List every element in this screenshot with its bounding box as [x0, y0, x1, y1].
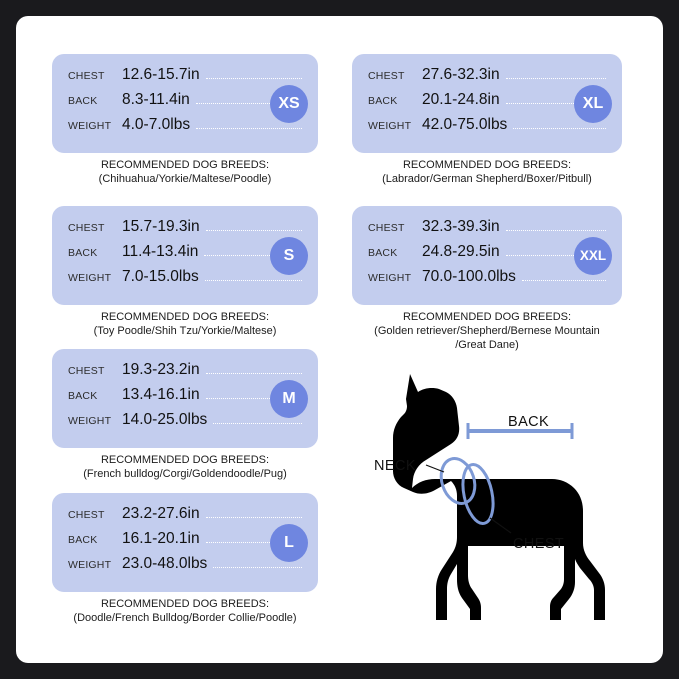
breeds-list: (Toy Poodle/Shih Tzu/Yorkie/Maltese): [93, 325, 277, 337]
dotted-leader: [506, 230, 606, 231]
measure-label-back: BACK: [68, 247, 98, 259]
dotted-leader: [206, 517, 302, 518]
dotted-leader: [206, 373, 302, 374]
measure-value-weight: 42.0-75.0lbs: [422, 116, 508, 133]
measure-value-chest: 12.6-15.7in: [122, 66, 200, 83]
breeds-block-s: [52, 310, 318, 338]
breeds-title: RECOMMENDED DOG BREEDS:: [402, 159, 572, 171]
measure-value-chest: 32.3-39.3in: [422, 218, 500, 235]
measure-value-chest: 19.3-23.2in: [122, 361, 200, 378]
size-panel-m: [52, 349, 318, 448]
size-badge-m: M: [270, 380, 308, 418]
breeds-title: RECOMMENDED DOG BREEDS:: [100, 598, 270, 610]
measure-row-weight: [68, 411, 304, 436]
measure-row-chest: [68, 66, 304, 91]
measure-value-chest: 15.7-19.3in: [122, 218, 200, 235]
dotted-leader: [205, 280, 302, 281]
measure-label-back: BACK: [368, 247, 398, 259]
measure-label-weight: WEIGHT: [68, 272, 112, 284]
measure-label-back: BACK: [68, 534, 98, 546]
size-entry-m: [52, 349, 318, 481]
measure-row-chest: [368, 218, 608, 243]
measure-value-weight: 4.0-7.0lbs: [122, 116, 191, 133]
dotted-leader: [196, 128, 302, 129]
dotted-leader: [213, 567, 302, 568]
size-badge-xs: XS: [270, 85, 308, 123]
breeds-title: RECOMMENDED DOG BREEDS:: [100, 311, 270, 323]
size-entry-xxl: [352, 206, 622, 352]
breeds-list-line2: /Great Dane): [455, 339, 519, 351]
chest-label: CHEST: [513, 536, 565, 552]
measure-row-weight: [368, 268, 608, 293]
size-entry-xl: [352, 54, 622, 186]
measure-row-chest: [68, 505, 304, 530]
measure-label-chest: CHEST: [68, 509, 105, 521]
breeds-list: (French bulldog/Corgi/Goldendoodle/Pug): [83, 468, 287, 480]
measure-label-chest: CHEST: [368, 70, 405, 82]
back-label: BACK: [508, 414, 550, 430]
size-chart-card: [16, 16, 663, 663]
measure-row-back: [68, 243, 304, 268]
measure-label-weight: WEIGHT: [368, 120, 412, 132]
measure-value-back: 16.1-20.1in: [122, 530, 200, 547]
measure-row-weight: [68, 555, 304, 580]
size-entry-s: [52, 206, 318, 338]
measure-label-weight: WEIGHT: [68, 559, 112, 571]
size-badge-l: L: [270, 524, 308, 562]
size-panel-xl: [352, 54, 622, 153]
measure-row-chest: [68, 218, 304, 243]
measure-value-back: 20.1-24.8in: [422, 91, 500, 108]
measure-label-weight: WEIGHT: [68, 415, 112, 427]
dotted-leader: [206, 78, 302, 79]
measure-row-chest: [68, 361, 304, 386]
size-badge-xxl: XXL: [574, 237, 612, 275]
measure-row-back: [68, 530, 304, 555]
size-panel-l: [52, 493, 318, 592]
measure-value-weight: 70.0-100.0lbs: [422, 268, 516, 285]
breeds-list: (Chihuahua/Yorkie/Maltese/Poodle): [98, 173, 272, 185]
breeds-block-xxl: [352, 310, 622, 352]
measure-value-weight: 14.0-25.0lbs: [122, 411, 208, 428]
measure-row-back: [368, 243, 608, 268]
dotted-leader: [506, 78, 606, 79]
measure-row-weight: [68, 116, 304, 141]
measure-value-chest: 27.6-32.3in: [422, 66, 500, 83]
breeds-block-xl: [352, 158, 622, 186]
breeds-list: (Labrador/German Shepherd/Boxer/Pitbull): [382, 173, 592, 185]
breeds-title: RECOMMENDED DOG BREEDS:: [100, 159, 270, 171]
breeds-list: (Doodle/French Bulldog/Border Collie/Poodle): [73, 612, 297, 624]
measure-row-back: [368, 91, 608, 116]
size-entry-xs: [52, 54, 318, 186]
breeds-block-m: [52, 453, 318, 481]
neck-label: NECK: [374, 458, 416, 474]
measure-row-chest: [368, 66, 608, 91]
measure-label-back: BACK: [368, 95, 398, 107]
measure-value-weight: 23.0-48.0lbs: [122, 555, 208, 572]
breeds-title: RECOMMENDED DOG BREEDS:: [402, 311, 572, 323]
breeds-block-l: [52, 597, 318, 625]
dog-measurement-diagram: [356, 368, 656, 628]
dog-silhouette: [393, 374, 605, 620]
measure-row-weight: [368, 116, 608, 141]
measure-row-back: [68, 91, 304, 116]
measure-label-weight: WEIGHT: [68, 120, 112, 132]
dotted-leader: [206, 230, 302, 231]
measure-value-back: 13.4-16.1in: [122, 386, 200, 403]
breeds-title: RECOMMENDED DOG BREEDS:: [100, 454, 270, 466]
size-entry-l: [52, 493, 318, 625]
measure-row-back: [68, 386, 304, 411]
size-panel-s: [52, 206, 318, 305]
size-panel-xs: [52, 54, 318, 153]
measure-value-back: 11.4-13.4in: [122, 243, 199, 260]
measure-label-back: BACK: [68, 390, 98, 402]
dog-silhouette-svg: [356, 368, 656, 628]
breeds-block-xs: [52, 158, 318, 186]
dotted-leader: [513, 128, 606, 129]
breeds-list-line1: (Golden retriever/Shepherd/Bernese Mountain: [374, 325, 600, 337]
measure-label-chest: CHEST: [68, 222, 105, 234]
measure-row-weight: [68, 268, 304, 293]
size-badge-s: S: [270, 237, 308, 275]
measure-label-chest: CHEST: [68, 70, 105, 82]
measure-value-back: 24.8-29.5in: [422, 243, 500, 260]
dotted-leader: [522, 280, 606, 281]
dotted-leader: [213, 423, 302, 424]
measure-label-weight: WEIGHT: [368, 272, 412, 284]
measure-value-weight: 7.0-15.0lbs: [122, 268, 199, 285]
measure-label-back: BACK: [68, 95, 98, 107]
measure-value-chest: 23.2-27.6in: [122, 505, 200, 522]
size-badge-xl: XL: [574, 85, 612, 123]
measure-value-back: 8.3-11.4in: [122, 91, 190, 108]
measure-label-chest: CHEST: [68, 365, 105, 377]
measure-label-chest: CHEST: [368, 222, 405, 234]
size-panel-xxl: [352, 206, 622, 305]
size-chart-area: [16, 16, 663, 663]
